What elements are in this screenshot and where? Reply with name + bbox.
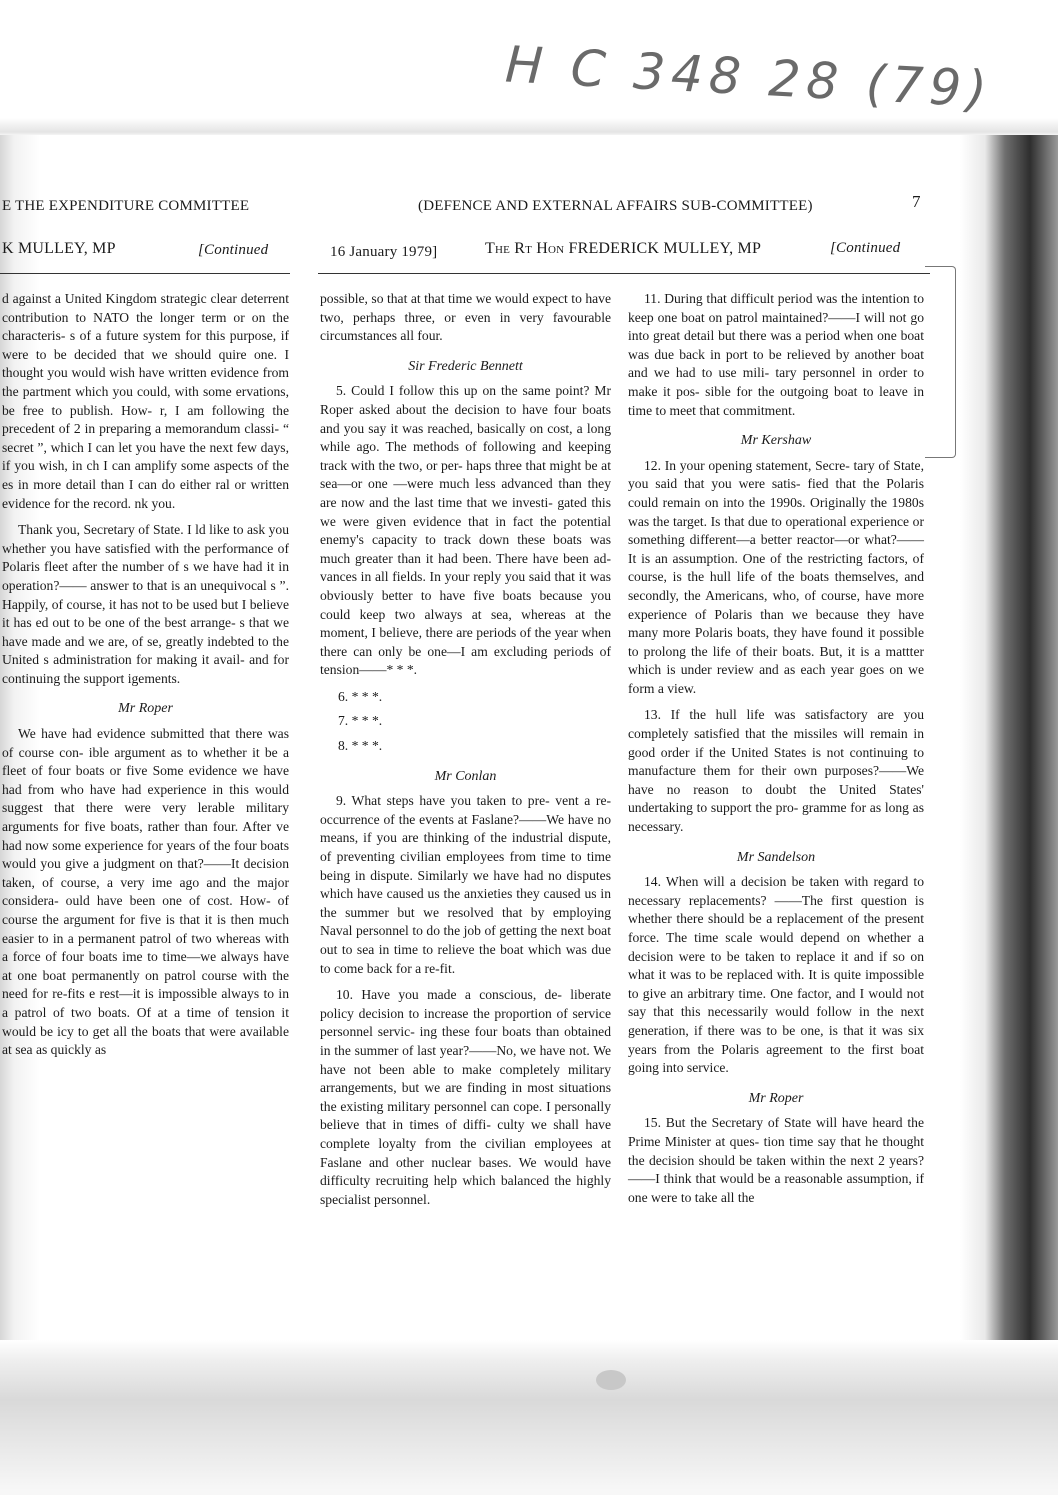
question-13: 13. If the hull life was satisfactory are you completely satisfied that the missiles will remain in good order if the United States is not continuing to manufacture them for their own purposes?——We have no reason to doubt the United States' undertaking to support the pro- gramme for as long as necessary. — [628, 707, 924, 835]
header-rule-left — [0, 273, 290, 274]
question-9: 9. What steps have you taken to pre- vent a re-occurrence of the events at Faslane?——We have no means, if you are thinking of the industrial dispute, of preventing civilian employees from time to time being in dispute. Similarly we have had no disputes which have caused us the anxieties they caused us in the summer but we resolved that by employing Naval personnel to do the job of getting the next boat out to sea in time to relieve the boat which was due to come back for a re-fit. — [320, 793, 611, 976]
header-right-continued: [Continued — [830, 240, 901, 256]
question-14: 14. When will a decision be taken with regard to necessary replacements? ——The first question is whether there should be a replacement of the present force. The time scale would depend on whether a decision were to be taken to replace it and if so on what it was to be replaced with. It is quite impossible to give an arbitrary time. One factor, and I would not say that this necessarily would follow in the next generation, if there was to be one, is that it was six years from the Polaris agreement to the first boat going into service. — [628, 874, 924, 1076]
speaker-roper-right: Mr Roper — [748, 1090, 804, 1106]
question-6: 6. * * *. — [338, 688, 383, 704]
left-speaker-roper: Mr Roper — [118, 701, 173, 717]
question-7: 7. * * *. — [338, 713, 383, 729]
speaker-frederic-bennett: Sir Frederic Bennett — [408, 358, 523, 374]
question-8: 8. * * *. — [338, 738, 383, 754]
speaker-sandelson: Mr Sandelson — [736, 849, 816, 865]
handwritten-reference: H C 348 28 (79) — [503, 35, 994, 119]
header-center-title: (DEFENCE AND EXTERNAL AFFAIRS SUB-COMMITTEE) — [418, 198, 813, 214]
header-left-title: E THE EXPENDITURE COMMITTEE — [2, 198, 250, 214]
header-rule-right — [318, 273, 930, 274]
question-11: 11. During that difficult period was the intention to keep one boat on patrol maintained?——I will not go into great detail but there was a period when one boat was due back in port to be relieved by another boat and we had to use mili- tary personnel in order to make it pos- sible for the outgoing boat to leave in time to meet that commitment. — [628, 291, 924, 418]
right-column — [628, 290, 924, 1215]
margin-bracket — [925, 266, 956, 458]
speaker-conlan: Mr Conlan — [434, 768, 497, 784]
header-left-continued: [Continued — [198, 242, 269, 258]
left-column — [2, 290, 289, 1370]
question-5: 5. Could I follow this up on the same point? Mr Roper asked about the decision to have four boats and you say it was reached, basically on cost, a long while ago. The methods of following and keeping track with the two, or per- haps three that might be at sea—or one —were much less advanced than they are now and the last time that we investi- gated this we were given evidence that in fact the potential enemy's capacity to track down these boats was much greater than it had been. There have been ad- vances in all fields. In your reply you said that it was obviously better to have five boats because you could keep two always at sea, whereas at the moment, I believe, there are periods of the year when there can only be one—I am excluding periods of tension——* * *. — [320, 383, 611, 678]
middle-paragraph-0: possible, so that at that time we would expect to have two, perhaps three, or even in very favourable circumstances all four. — [320, 291, 611, 344]
page-number: 7 — [912, 192, 921, 211]
middle-column — [320, 290, 611, 1217]
left-paragraph-1: d against a United Kingdom strategic clear deterrent contribution to NATO the longer term or on the characteris- s of a future system for this purpose, if were to be decided that we should quire one. I thought you would wish have written evidence from the partment which you could, with some ervations, be free to publish. How- r, I am following the precedent of 2 in preparing a memorandum classi- “ secret ”, which I can let you have the next few days, if you wish, in ch I can amplify some aspects of the es in more detail than I can do either ral or written evidence for the record. nk you. — [2, 291, 289, 511]
speaker-kershaw: Mr Kershaw — [740, 433, 812, 449]
header-date: 16 January 1979] — [330, 244, 438, 260]
header-right-running: The Rt Hon FREDERICK MULLEY, MP — [485, 240, 762, 257]
header-left-running: K MULLEY, MP — [2, 240, 116, 257]
question-15: 15. But the Secretary of State will have heard the Prime Minister at ques- tion time say that he thought the decision should be taken within the next 2 years? ——I think that would be a reasonable assumption, if one were to take all the — [628, 1115, 924, 1205]
scan-blot — [596, 1370, 626, 1390]
question-12: 12. In your opening statement, Secre- tary of State, you said that you were satis- fied that the Polaris could remain on into the 1990s. Originally the 1980s was the target. Is that due to operational experience or something different—a better reactor—or what?——It is an assumption. One of the restricting factors, of course, is the hull life of the boats themselves, and secondly, the Americans, who, of course, have more experience of Polaris than we because they have many more Polaris boats, they have found it possible to prolong the life of their boats. But, it is a mattter which is under review and as each year goes on we form a view. — [628, 457, 924, 696]
left-paragraph-3: We have had evidence submitted that there was of course con- ible argument as to whether it be a fleet of four boats or five Some evidence we have had from who have had experience in this would suggest that there were very lerable military arguments for five boats, rather than four. After ve had now some experience for years of the four boats would you give a judgment on that?——It decision taken, of course, a very ime ago and the major considera- ould have been one of cost. How- of course the argument for five is that it is then much easier to in a permanent patrol of two whereas with a force of four boats ime to time—we always have at one boat permanently on patrol course with the need for re-fits e rest—it is impossible always to in a patrol of two boats. Of at a time of tension it would be icy to get all the boats that were available at sea as quickly as — [2, 726, 289, 1058]
left-paragraph-2: Thank you, Secretary of State. I ld like to ask you whether you have satisfied with the performance of Polaris fleet after the number of s we have had it in operation?—— answer to that is an unequivocal s ”. Happily, of course, it has not to be used but I believe it has ed out to be one of the best arrange- s that we have made and we are, of se, greatly indebted to the United s administration for making it avail- and for continuing the support igements. — [2, 522, 289, 686]
question-10: 10. Have you made a conscious, de- liberate policy decision to increase the proportion of service personnel servic- ing these four boats than obtained in the summer of last year?——No, we have not. We have not been able to make completely military arrangements, but we are finding in most situations the existing military personnel can cope. I personally believe that in times of diffi- culty we shall have complete loyalty from the civilian employees at Faslane and other nuclear bases. We would have difficulty recruiting help which balanced the highly specialist personnel. — [320, 987, 611, 1207]
